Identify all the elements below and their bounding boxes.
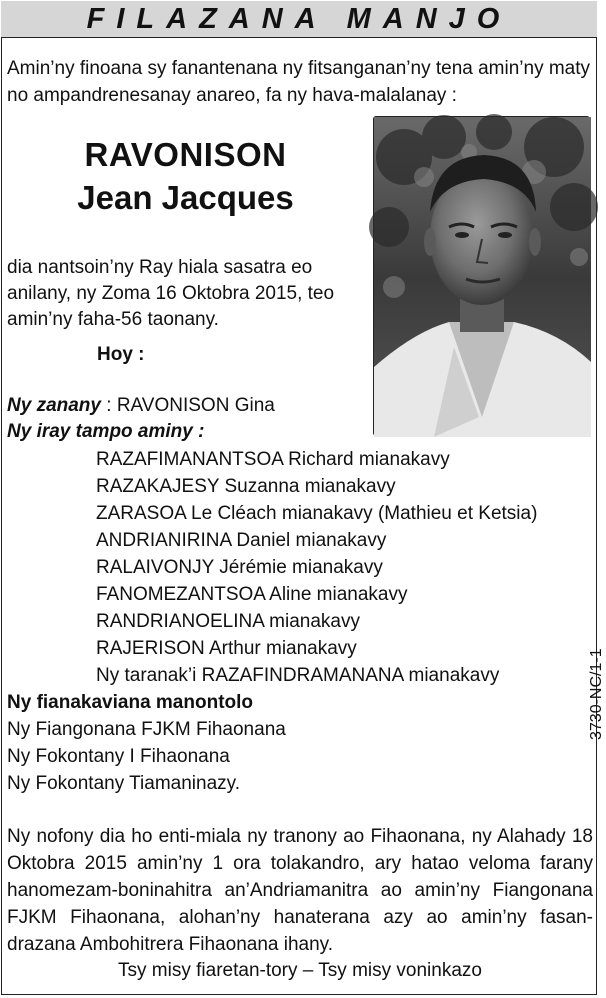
list-item: ANDRIANIRINA Daniel mianakavy <box>96 530 387 551</box>
list-item: RALAIVONJY Jérémie mianakavy <box>96 557 383 578</box>
family-label: Ny fianakaviana manontolo <box>7 692 254 713</box>
list-item: ZARASOA Le Cléach mianakavy (Mathieu et Ketsia) <box>96 503 538 524</box>
notice-title: FILAZANA MANJO <box>86 3 512 35</box>
intro-text: Amin’ny finoana sy fanantenana ny fitsanganan’ny tena amin’ny maty no ampandrenesanay anareo, fa ny hava-malalanay : <box>7 58 591 106</box>
death-announcement: dia nantsoin’ny Ray hiala sasatra eo anilany, ny Zoma 16 Oktobra 2015, teo amin’ny faha-56 taonany. <box>7 257 335 330</box>
spouse-value: : RAVONISON Gina <box>106 395 275 416</box>
deceased-given-names: Jean Jacques <box>77 179 294 216</box>
list-item: Ny Fiangonana FJKM Fihaonana <box>7 719 286 740</box>
spouse-line <box>7 393 275 419</box>
list-item: FANOMEZANTSOA Aline mianakavy <box>96 584 408 605</box>
list-item: RAZAKAJESY Suzanna mianakavy <box>96 476 396 497</box>
list-item: RAZAFIMANANTSOA Richard mianakavy <box>96 449 450 470</box>
notice-header <box>1 1 597 38</box>
list-item: Ny taranak’i RAZAFINDRAMANANA mianakavy <box>96 665 500 686</box>
reference-code: 3730-NC/1-1 <box>588 648 605 740</box>
hoy-label: Hoy : <box>97 344 145 365</box>
footer-note: Tsy misy fiaretan-tory – Tsy misy voninkazo <box>118 960 482 981</box>
deceased-photo <box>373 116 590 436</box>
deceased-surname: RAVONISON <box>84 136 287 173</box>
list-item: Ny Fokontany Tiamaninazy. <box>7 773 241 794</box>
spouse-label: Ny zanany <box>7 395 101 416</box>
list-item: RAJERISON Arthur mianakavy <box>96 638 357 659</box>
siblings-label: Ny iray tampo aminy : <box>7 421 205 442</box>
funeral-details: Ny nofony dia ho enti-miala ny tranony ao Fihaonana, ny Alahady 18 Oktobra 2015 amin’ny 1 ora tolakandro, ary hatao veloma farany hanomezam-boninahitra an’Andriamanitra ao amin’ny Fiangonana FJKM Fihaonana, alohan’ny hanaterana azy ao amin’ny fasan-drazana Ambohitrera Fihaonana ihany. <box>7 826 593 955</box>
portrait-image <box>374 117 591 437</box>
list-item: RANDRIANOELINA mianakavy <box>96 611 360 632</box>
list-item: Ny Fokontany I Fihaonana <box>7 746 230 767</box>
